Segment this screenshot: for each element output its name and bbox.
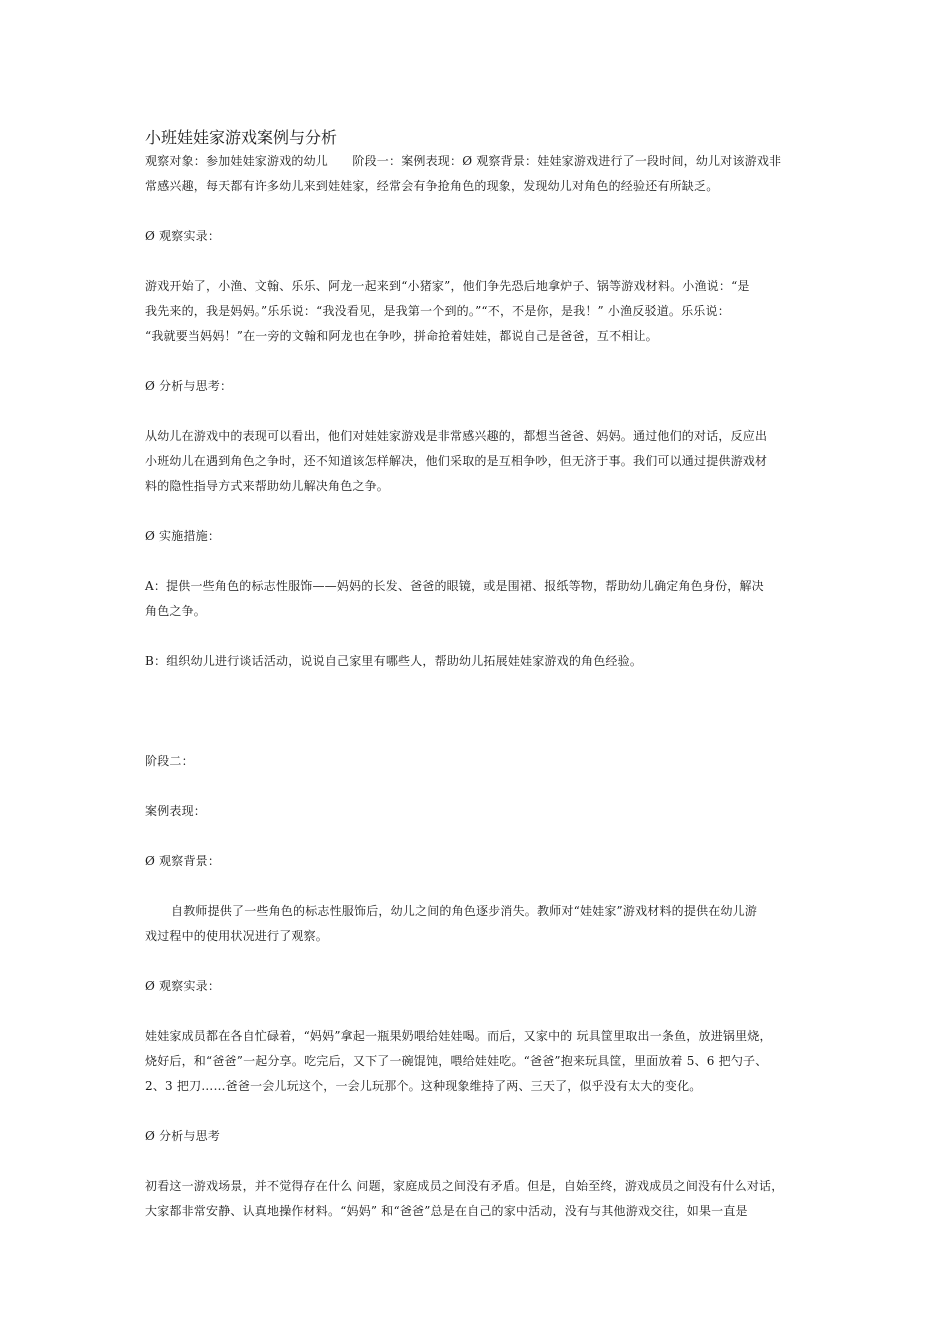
text-line: 大家都非常安静、认真地操作材料。“妈妈” 和“爸爸”总是在自己的家中活动，没有与其他游戏交往，如果一直是	[145, 1204, 748, 1218]
measure-a-paragraph	[145, 574, 810, 624]
text-line: 小班幼儿在遇到角色之争时，还不知道该怎样解决，他们采取的是互相争吵，但无济于事。我们可以通过提供游戏材	[145, 454, 768, 468]
s1-measures-heading: Ø 实施措施：	[145, 529, 221, 543]
s2-background-paragraph	[145, 899, 810, 949]
s1-analysis-paragraph	[145, 424, 810, 499]
measure-b-paragraph: B：组织幼儿进行谈话活动，说说自己家里有哪些人，帮助幼儿拓展娃娃家游戏的角色经验。	[145, 654, 643, 668]
s2-record-paragraph	[145, 1024, 810, 1099]
text-line: 娃娃家成员都在各自忙碌着，“妈妈”拿起一瓶果奶喂给娃娃喝。而后，又家中的 玩具筐里取出一条鱼，放进锅里烧，	[145, 1029, 772, 1043]
document-title: 小班娃娃家游戏案例与分析	[145, 128, 338, 147]
text-line: 料的隐性指导方式来帮助幼儿解决角色之争。	[145, 479, 390, 493]
s2-analysis-heading: Ø 分析与思考	[145, 1129, 221, 1143]
text-line: “我就要当妈妈！”在一旁的文翰和阿龙也在争吵，拼命抢着娃娃，都说自己是爸爸，互不相让。	[145, 329, 658, 343]
text-line: A：提供一些角色的标志性服饰——妈妈的长发、爸爸的眼镜，或是围裙、报纸等物，帮助幼儿确定角色身份，解决	[145, 579, 764, 593]
text-line: 初看这一游戏场景，并不觉得存在什么 问题，家庭成员之间没有矛盾。但是，自始至终，游戏成员之间没有什么对话，	[145, 1179, 784, 1193]
s1-analysis-heading: Ø 分析与思考：	[145, 379, 233, 393]
stage2-heading: 阶段二：	[145, 754, 194, 768]
s1-record-paragraph	[145, 274, 810, 349]
text-line: 观察对象：参加娃娃家游戏的幼儿 阶段一：案例表现：Ø 观察背景：娃娃家游戏进行了一段时间，幼儿对该游戏非	[145, 154, 782, 168]
text-line: 从幼儿在游戏中的表现可以看出，他们对娃娃家游戏是非常感兴趣的，都想当爸爸、妈妈。通过他们的对话，反应出	[145, 429, 768, 443]
s1-record-heading: Ø 观察实录：	[145, 229, 221, 243]
text-line: 戏过程中的使用状况进行了观察。	[145, 929, 329, 943]
intro-paragraph	[145, 149, 810, 199]
stage2-case-heading: 案例表现：	[145, 804, 207, 818]
s2-analysis-paragraph	[145, 1174, 810, 1224]
s2-background-heading: Ø 观察背景：	[145, 854, 221, 868]
text-line: 常感兴趣，每天都有许多幼儿来到娃娃家，经常会有争抢角色的现象，发现幼儿对角色的经验还有所缺乏。	[145, 179, 719, 193]
s2-record-heading: Ø 观察实录：	[145, 979, 221, 993]
text-line: 烧好后，和“爸爸”一起分享。吃完后，又下了一碗馄饨，喂给娃娃吃。“爸爸”抱来玩具筐，里面放着 5、6 把勺子、	[145, 1054, 768, 1068]
text-line: 游戏开始了，小渔、文翰、乐乐、阿龙一起来到“小猪家”，他们争先恐后地拿炉子、锅等游戏材料。小渔说：“是	[145, 279, 750, 293]
text-line: 自教师提供了一些角色的标志性服饰后，幼儿之间的角色逐步消失。教师对“娃娃家”游戏材料的提供在幼儿游	[171, 904, 758, 918]
text-line: 2、3 把刀……爸爸一会儿玩这个，一会儿玩那个。这种现象维持了两、三天了，似乎没有太大的变化。	[145, 1079, 702, 1093]
text-line: 角色之争。	[145, 604, 207, 618]
text-line: 我先来的，我是妈妈。”乐乐说：“我没看见，是我第一个到的。”“不，不是你，是我！” 小渔反驳道。乐乐说：	[145, 304, 730, 318]
